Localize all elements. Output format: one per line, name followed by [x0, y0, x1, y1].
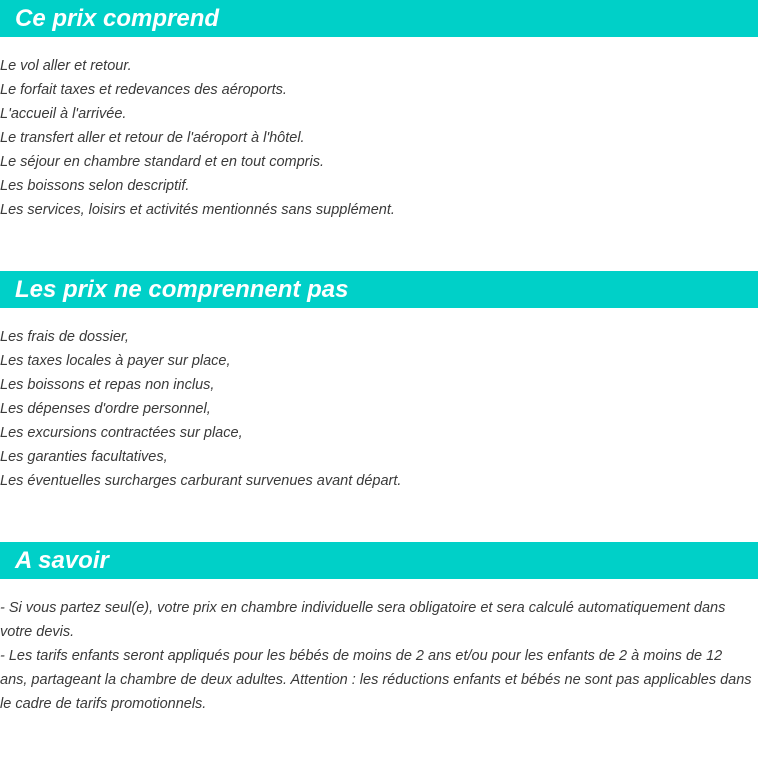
list-item: L'accueil à l'arrivée. — [0, 106, 127, 122]
info-paragraph: - Les tarifs enfants seront appliqués pour les bébés de moins de 2 ans et/ou pour les enfants de 2 à moins de 12 ans, partageant la chambre de deux adultes. Attention : les réductions enfants et bébés ne sont pas applicables dans le cadre de tarifs promotionnels. — [0, 648, 752, 712]
list-item: Les services, loisirs et activités mentionnés sans supplément. — [0, 202, 395, 218]
list-item: Le vol aller et retour. — [0, 58, 132, 74]
list-item: Le séjour en chambre standard et en tout compris. — [0, 154, 325, 170]
price-excludes-section — [0, 271, 758, 542]
good-to-know-body — [0, 579, 758, 716]
list-item: Les dépenses d'ordre personnel, — [0, 401, 211, 417]
list-item: Le transfert aller et retour de l'aéroport à l'hôtel. — [0, 130, 305, 146]
price-includes-section — [0, 0, 758, 271]
price-excludes-title: Les prix ne comprennent pas — [0, 271, 758, 308]
list-item: Les excursions contractées sur place, — [0, 425, 243, 441]
info-paragraph: - Si vous partez seul(e), votre prix en chambre individuelle sera obligatoire et sera calculé automatiquement dans votre devis. — [0, 600, 726, 640]
list-item: Les garanties facultatives, — [0, 449, 168, 465]
list-item: Les boissons selon descriptif. — [0, 178, 190, 194]
list-item: Les boissons et repas non inclus, — [0, 377, 215, 393]
list-item: Les taxes locales à payer sur place, — [0, 353, 231, 369]
price-includes-title: Ce prix comprend — [0, 0, 758, 37]
price-excludes-list — [0, 308, 758, 493]
price-includes-list — [0, 37, 758, 222]
good-to-know-section — [0, 542, 758, 771]
list-item: Les frais de dossier, — [0, 329, 129, 345]
list-item: Les éventuelles surcharges carburant survenues avant départ. — [0, 473, 402, 489]
good-to-know-title: A savoir — [0, 542, 758, 579]
list-item: Le forfait taxes et redevances des aéroports. — [0, 82, 287, 98]
